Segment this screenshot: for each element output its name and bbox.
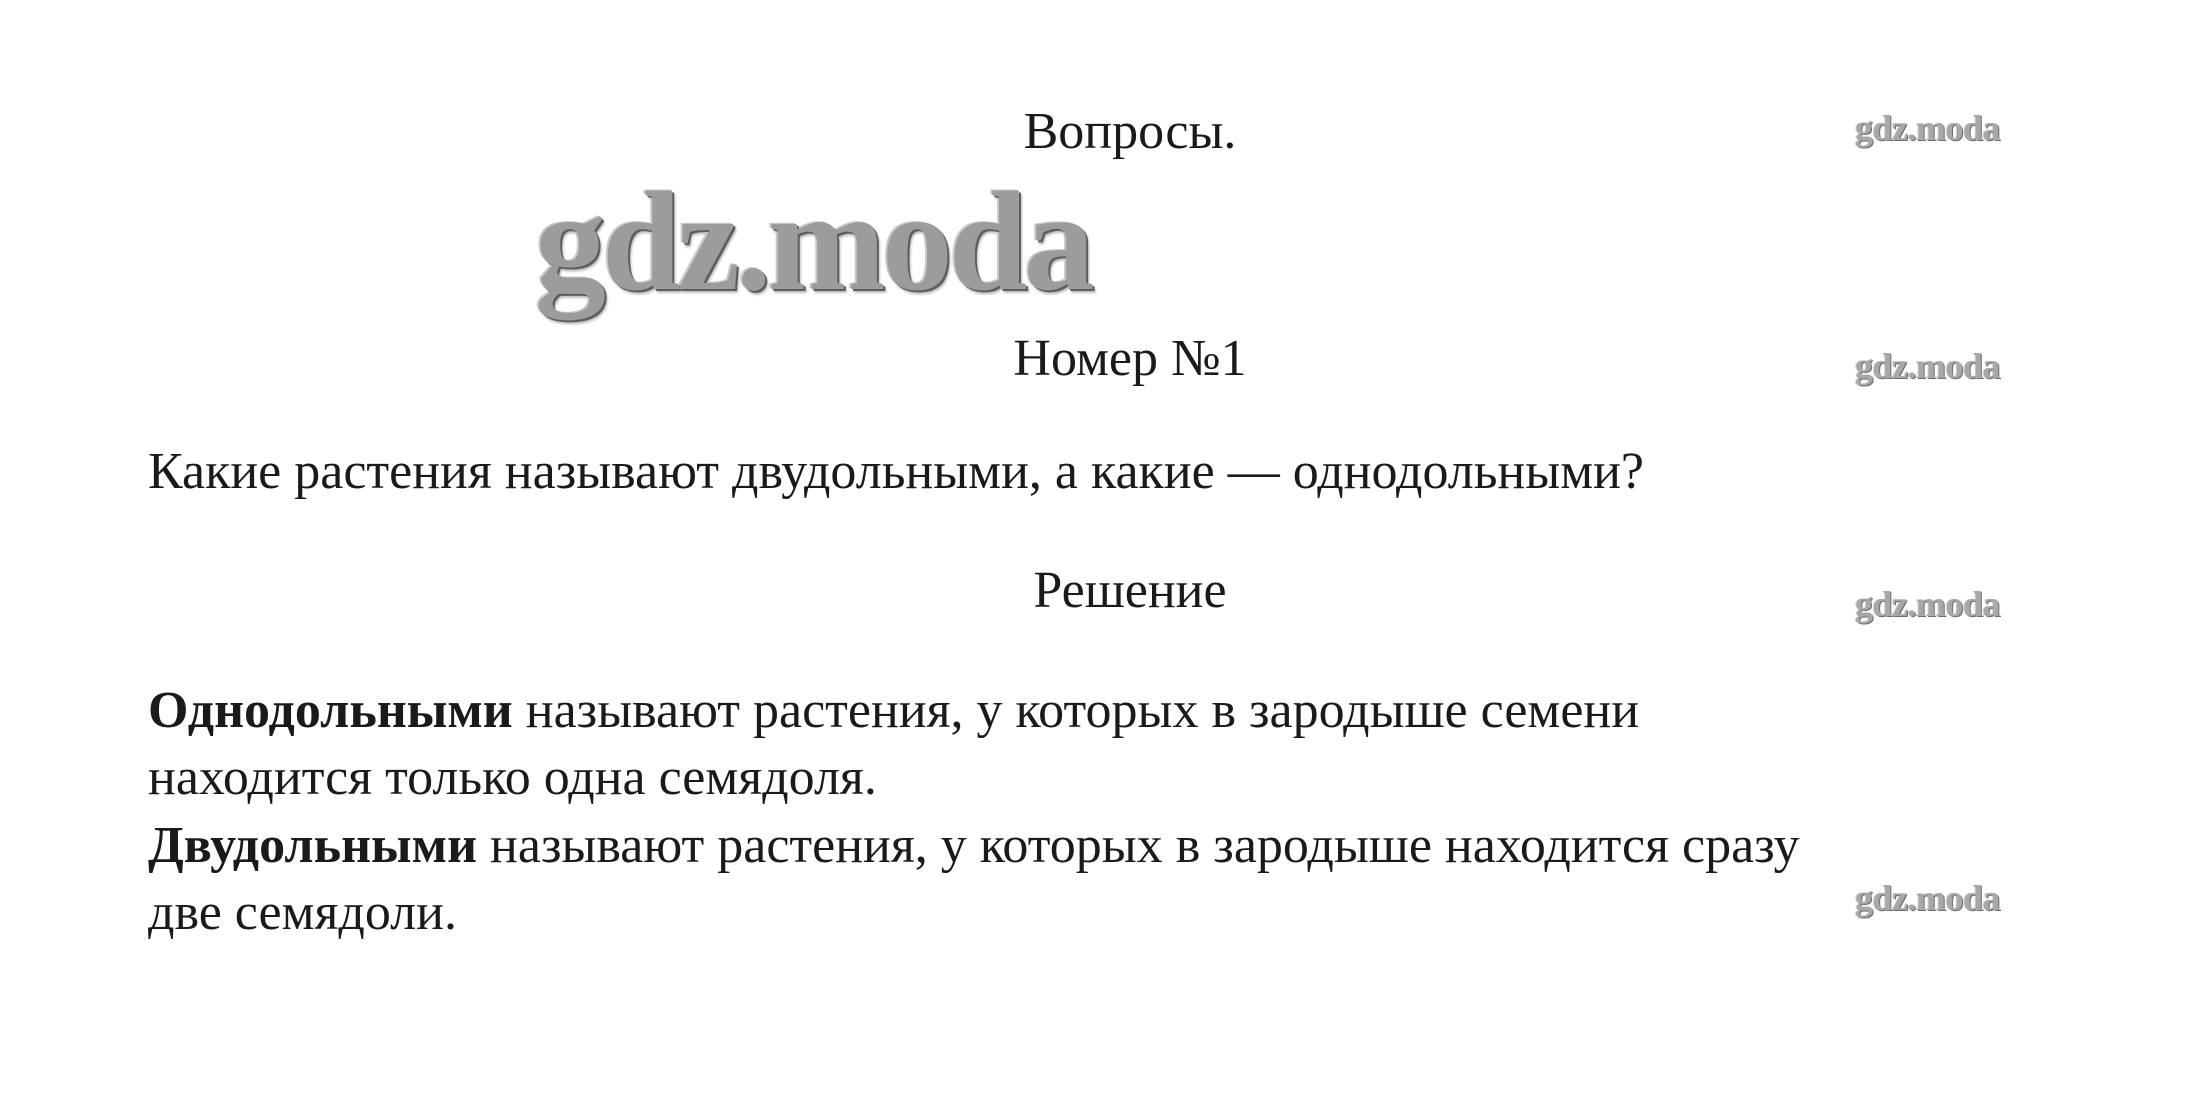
watermark-logo: gdz.moda (1855, 878, 2001, 918)
watermark-logo: gdz.moda (1855, 346, 2001, 386)
watermark-large-logo: gdz.moda (535, 162, 1091, 320)
answer-line: находится только одна семядоля. (148, 749, 877, 806)
question-text: Какие растения называют двудольными, а какие — однодольными? (148, 443, 1645, 500)
section-heading: Вопросы. (1023, 103, 1237, 160)
watermark-logo: gdz.moda (1855, 584, 2001, 624)
answer-text: называют растения, у которых в зародыше находится сразу (477, 817, 1800, 874)
answer-line (148, 682, 1640, 739)
answer-line: две семядоли. (148, 884, 457, 941)
solution-heading: Решение (1033, 562, 1227, 619)
answer-text: называют растения, у которых в зародыше семени (512, 682, 1640, 739)
answer-line (148, 817, 1800, 874)
term-dicots: Двудольными (148, 817, 478, 874)
watermark-logo: gdz.moda (1855, 108, 2001, 148)
term-monocots: Однодольными (148, 682, 513, 739)
exercise-number: Номер №1 (1013, 330, 1247, 387)
